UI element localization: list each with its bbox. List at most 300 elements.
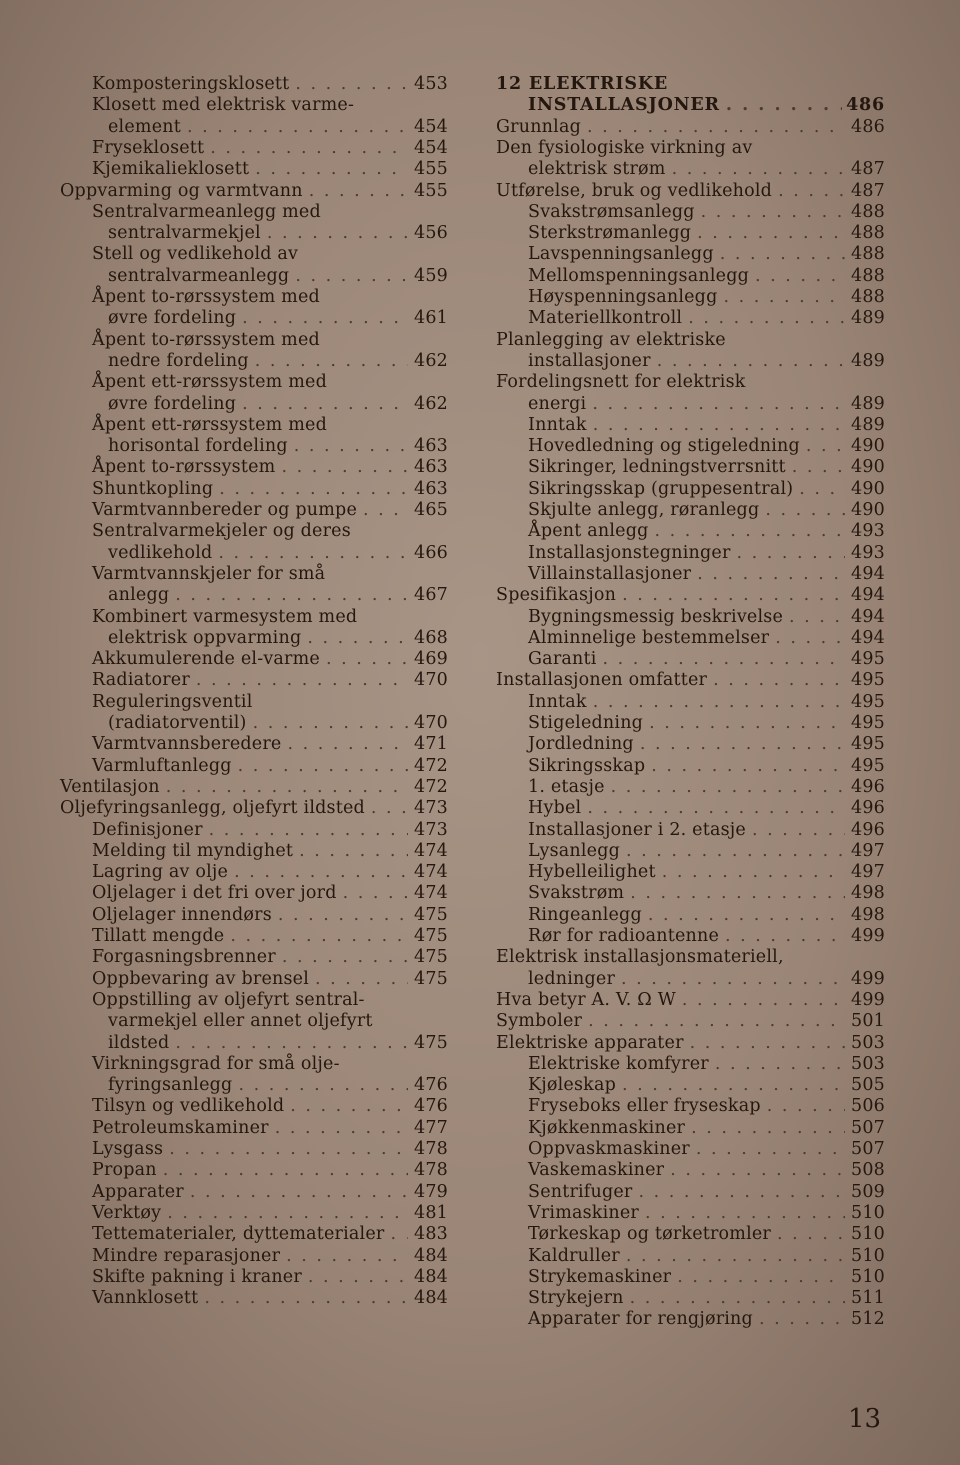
toc-entry-title: Tillatt mengde: [92, 926, 225, 946]
toc-entry: [496, 628, 885, 649]
toc-entry-title: ildsted: [108, 1032, 170, 1053]
toc-entry-title: Installasjonstegninger: [528, 542, 731, 563]
toc-entry-page: 497: [850, 862, 885, 883]
toc-entry-page: 490: [850, 457, 885, 478]
dot-leader: [688, 308, 845, 328]
dot-leader: [295, 74, 408, 94]
toc-entry-page: 503: [850, 1032, 885, 1053]
toc-entry-page: 488: [850, 223, 885, 244]
toc-entry-page: 486: [846, 95, 885, 116]
toc-entry-title: Lysgass: [92, 1139, 164, 1159]
toc-entry-page: 495: [850, 691, 885, 712]
toc-entry-page: 503: [850, 1053, 885, 1074]
toc-entry-page: 488: [850, 287, 885, 307]
toc-entry-title: Vaskemaskiner: [528, 1160, 665, 1181]
toc-entry-page: 499: [850, 926, 885, 946]
toc-entry-title: øvre fordeling: [108, 393, 237, 414]
toc-entry-page: 478: [413, 1139, 448, 1159]
toc-entry-page: 476: [413, 1096, 448, 1117]
dot-leader: [307, 628, 408, 648]
toc-entry-title: Hva betyr A. V. Ω W: [496, 989, 676, 1010]
dot-leader: [218, 543, 408, 563]
toc-entry-page: 489: [850, 393, 885, 414]
toc-entry: [496, 1096, 885, 1117]
toc-entry-title: Akkumulerende el-varme: [92, 649, 320, 670]
toc-entry-page: 510: [850, 1245, 885, 1266]
dot-leader: [645, 1203, 845, 1223]
dot-leader: [778, 181, 845, 201]
toc-entry: [496, 244, 885, 265]
toc-entry-page: 488: [850, 265, 885, 286]
toc-entry-title: Forgasningsbrenner: [92, 947, 276, 968]
toc-entry: [496, 947, 885, 968]
toc-entry: [60, 1054, 448, 1075]
toc-entry-page: 484: [413, 1288, 448, 1309]
toc-entry: [60, 287, 448, 308]
dot-leader: [621, 969, 845, 989]
toc-entry-title: Shuntkopling: [92, 478, 214, 499]
toc-entry-title: varmekjel eller annet oljefyrt: [108, 1011, 373, 1032]
toc-entry-title: Oppbevaring av brensel: [92, 968, 310, 989]
toc-entry-title: Inntak: [528, 691, 587, 712]
toc-entry: [496, 585, 885, 606]
toc-entry-title: Tørkeskap og tørketromler: [528, 1224, 772, 1245]
toc-entry-page: 494: [850, 606, 885, 627]
toc-entry-title: Tettematerialer, dyttematerialer: [92, 1224, 385, 1245]
toc-entry-page: 490: [850, 500, 885, 520]
toc-entry-title: Inntak: [528, 414, 587, 435]
toc-entry-page: 475: [413, 904, 448, 925]
dot-leader: [765, 500, 845, 520]
toc-entry: [496, 543, 885, 564]
toc-entry-title: Definisjoner: [92, 819, 203, 840]
toc-entry: [60, 1075, 448, 1096]
toc-entry-title: Kaldruller: [528, 1245, 620, 1266]
dot-leader: [187, 117, 408, 137]
toc-entry: [60, 926, 448, 947]
toc-entry: [60, 947, 448, 968]
toc-entry-title: Propan: [92, 1160, 157, 1181]
dot-leader: [662, 862, 845, 882]
dot-leader: [622, 585, 845, 605]
dot-leader: [725, 926, 845, 946]
toc-entry: [60, 181, 448, 202]
dot-leader: [278, 905, 408, 925]
toc-entry-page: 488: [850, 244, 885, 265]
toc-entry: [496, 607, 885, 628]
dot-leader: [343, 883, 408, 903]
toc-entry-page: 488: [850, 201, 885, 222]
dot-leader: [163, 1160, 408, 1180]
toc-entry-title: Mellomspenningsanlegg: [528, 265, 749, 286]
toc-entry: [60, 1288, 448, 1309]
toc-entry-page: 475: [413, 926, 448, 946]
toc-entry: [496, 479, 885, 500]
toc-entry-page: 474: [413, 840, 448, 861]
toc-entry: [496, 1182, 885, 1203]
dot-leader: [219, 479, 408, 499]
toc-entry: [496, 692, 885, 713]
toc-entry-page: 507: [850, 1117, 885, 1138]
toc-entry-title: Fryseklosett: [92, 137, 205, 158]
toc-entry-title: Sentralvarmekjeler og deres: [92, 521, 351, 542]
toc-entry-title: Verktøy: [92, 1202, 162, 1223]
toc-entry: [496, 777, 885, 798]
toc-entry-title: Lysanlegg: [528, 840, 621, 861]
toc-entry-page: 463: [413, 436, 448, 457]
toc-entry-title: vedlikehold: [108, 542, 213, 563]
toc-entry-title: Installasjonen omfatter: [496, 670, 708, 691]
toc-entry: [496, 670, 885, 691]
dot-leader: [649, 713, 845, 733]
toc-entry-page: 475: [413, 968, 448, 989]
toc-entry-title: Tilsyn og vedlikehold: [92, 1096, 285, 1117]
toc-entry-title: Svakstrømsanlegg: [528, 201, 695, 222]
toc-entry: [496, 1011, 885, 1032]
toc-entry: [496, 713, 885, 734]
toc-entry-page: 507: [850, 1139, 885, 1159]
toc-entry-title: Fordelingsnett for elektrisk: [496, 372, 746, 393]
toc-entry-title: nedre fordeling: [108, 350, 249, 371]
dot-leader: [752, 820, 845, 840]
toc-entry-page: 487: [850, 180, 885, 201]
toc-entry-page: 510: [850, 1224, 885, 1245]
toc-entry: [496, 649, 885, 670]
toc-entry-page: 474: [413, 862, 448, 883]
toc-entry: [60, 1033, 448, 1054]
toc-entry-title: Sentralvarmeanlegg med: [92, 201, 321, 222]
toc-entry-page: 453: [413, 74, 448, 94]
dot-leader: [691, 1118, 845, 1138]
toc-entry: [60, 1267, 448, 1288]
toc-entry: [60, 990, 448, 1011]
dot-leader: [651, 756, 845, 776]
toc-entry-title: Hybelleilighet: [528, 862, 656, 883]
dot-leader: [286, 1246, 408, 1266]
toc-entry-page: 498: [850, 904, 885, 925]
toc-entry-page: 473: [413, 798, 448, 819]
dot-leader: [701, 202, 845, 222]
toc-entry: [60, 628, 448, 649]
dot-leader: [275, 1118, 408, 1138]
dot-leader: [626, 841, 845, 861]
toc-entry: [496, 1246, 885, 1267]
dot-leader: [255, 351, 408, 371]
toc-entry-page: 510: [850, 1266, 885, 1287]
toc-entry-page: 454: [413, 116, 448, 137]
dot-leader: [282, 947, 408, 967]
toc-entry: [60, 394, 448, 415]
toc-entry: [60, 1139, 448, 1160]
toc-entry-title: Kombinert varmesystem med: [92, 606, 358, 627]
toc-entry-page: 454: [413, 137, 448, 158]
dot-leader: [209, 820, 408, 840]
toc-entry-title: sentralvarmekjel: [108, 223, 261, 244]
toc-entry-page: 465: [413, 500, 448, 520]
dot-leader: [690, 1033, 845, 1053]
toc-entry-page: 468: [413, 627, 448, 648]
dot-leader: [759, 1309, 845, 1329]
toc-entry: [60, 1160, 448, 1181]
dot-leader: [253, 713, 408, 733]
dot-leader: [309, 181, 408, 201]
toc-entry: [60, 1224, 448, 1245]
toc-entry: [60, 159, 448, 180]
dot-leader: [630, 1288, 845, 1308]
toc-entry-title: 1. etasje: [528, 776, 605, 797]
toc-entry-page: 470: [413, 713, 448, 733]
toc-entry-title: sentralvarmeanlegg: [108, 265, 290, 286]
toc-entry: [60, 692, 448, 713]
dot-leader: [267, 223, 408, 243]
dot-leader: [697, 564, 845, 584]
toc-entry-page: 462: [413, 393, 448, 414]
toc-entry-title: Stell og vedlikehold av: [92, 244, 299, 265]
dot-leader: [697, 223, 845, 243]
toc-entry: [60, 244, 448, 265]
toc-entry-page: 483: [413, 1224, 448, 1245]
toc-entry: [496, 1288, 885, 1309]
toc-entry-title: Komposteringsklosett: [92, 74, 290, 94]
toc-entry: [496, 841, 885, 862]
toc-entry-page: 455: [413, 180, 448, 201]
toc-entry-page: 495: [850, 649, 885, 670]
toc-entry-title: Klosett med elektrisk varme-: [92, 95, 355, 116]
toc-entry: [496, 181, 885, 202]
toc-entry-page: 479: [413, 1181, 448, 1202]
toc-entry: [496, 436, 885, 457]
dot-leader: [723, 287, 845, 307]
toc-entry: [496, 223, 885, 244]
dot-leader: [626, 1246, 845, 1266]
dot-leader: [789, 607, 845, 627]
toc-entry: [60, 95, 448, 116]
dot-leader: [281, 457, 408, 477]
dot-leader: [371, 798, 408, 818]
toc-entry-page: 475: [413, 1032, 448, 1053]
toc-entry-title: Villainstallasjoner: [528, 563, 692, 584]
dot-leader: [592, 394, 845, 414]
toc-entry-title: Sikringer, ledningstverrsnitt: [528, 457, 786, 478]
dot-leader: [672, 159, 845, 179]
dot-leader: [175, 1033, 408, 1053]
dot-leader: [657, 351, 845, 371]
toc-entry-page: 495: [850, 755, 885, 776]
toc-entry: [60, 820, 448, 841]
toc-entry-title: Mindre reparasjoner: [92, 1245, 281, 1266]
toc-entry-page: 495: [850, 734, 885, 755]
toc-entry: [496, 1118, 885, 1139]
toc-entry: [496, 138, 885, 159]
toc-entry: [60, 1246, 448, 1267]
dot-leader: [640, 734, 845, 754]
toc-entry-title: Oppvarming og varmtvann: [60, 180, 303, 201]
toc-entry: [496, 1075, 885, 1096]
toc-entry-title: Planlegging av elektriske: [496, 329, 726, 350]
toc-entry-title: Sentrifuger: [528, 1181, 633, 1202]
toc-entry-title: installasjoner: [528, 350, 651, 371]
dot-leader: [196, 670, 408, 690]
toc-entry: [496, 159, 885, 180]
toc-entry-title: Åpent ett-rørssystem med: [92, 414, 327, 435]
toc-entry-title: Skjulte anlegg, røranlegg: [528, 500, 760, 520]
toc-entry-page: 501: [850, 1011, 885, 1032]
dot-leader: [777, 1224, 845, 1244]
dot-leader: [308, 1267, 408, 1287]
toc-entry: [496, 969, 885, 990]
toc-entry-title: Åpent to-rørssystem med: [92, 287, 320, 307]
toc-entry: [496, 1267, 885, 1288]
toc-entry-page: 493: [850, 521, 885, 542]
dot-leader: [588, 1011, 845, 1031]
toc-entry-title: Svakstrøm: [528, 883, 625, 904]
toc-entry: [60, 436, 448, 457]
toc-entry: [60, 734, 448, 755]
toc-entry: [496, 990, 885, 1011]
toc-entry-page: 506: [850, 1096, 885, 1117]
toc-entry-page: 455: [413, 159, 448, 180]
toc-entry-title: Stigeledning: [528, 713, 644, 733]
toc-entry: [496, 1033, 885, 1054]
toc-entry: [496, 1309, 885, 1330]
dot-leader: [234, 862, 408, 882]
toc-entry-title: Spesifikasjon: [496, 585, 617, 606]
dot-leader: [806, 436, 845, 456]
dot-leader: [715, 1054, 845, 1074]
toc-entry: [60, 1011, 448, 1032]
dot-leader: [242, 394, 408, 414]
toc-entry-title: Sikringsskap (gruppesentral): [528, 478, 794, 499]
toc-entry: [496, 564, 885, 585]
toc-entry: [496, 1203, 885, 1224]
toc-entry-title: Vrimaskiner: [528, 1202, 640, 1223]
toc-entry-page: 495: [850, 713, 885, 733]
toc-entry-title: 12 ELEKTRISKE: [496, 74, 668, 94]
dot-leader: [648, 905, 845, 925]
dot-leader: [792, 457, 845, 477]
toc-entry-title: Hybel: [528, 798, 582, 819]
toc-entry: [60, 266, 448, 287]
toc-entry: [496, 798, 885, 819]
dot-leader: [230, 926, 408, 946]
toc-entry-page: 496: [850, 776, 885, 797]
toc-entry: [60, 543, 448, 564]
toc-entry-title: Fryseboks eller fryseskap: [528, 1096, 761, 1117]
dot-leader: [294, 436, 408, 456]
toc-entry: [60, 670, 448, 691]
toc-entry: [60, 351, 448, 372]
toc-entry-page: 470: [413, 670, 448, 691]
toc-entry-page: 473: [413, 819, 448, 840]
toc-entry-title: element: [108, 116, 181, 137]
toc-entry-title: horisontal fordeling: [108, 436, 288, 457]
toc-entry-title: Åpent to-rørssystem med: [92, 329, 320, 350]
toc-entry: [496, 266, 885, 287]
dot-leader: [622, 1075, 845, 1095]
toc-entry-page: 499: [850, 968, 885, 989]
dot-leader: [238, 1075, 408, 1095]
toc-entry: [60, 756, 448, 777]
toc-entry-title: Strykemaskiner: [528, 1266, 672, 1287]
toc-entry: [496, 862, 885, 883]
toc-entry: [60, 841, 448, 862]
toc-entry-title: Apparater for rengjøring: [528, 1309, 753, 1330]
dot-leader: [638, 1182, 845, 1202]
toc-entry: [60, 202, 448, 223]
toc-entry: [60, 308, 448, 329]
toc-entry-page: 499: [850, 989, 885, 1010]
page-number: 13: [848, 1404, 882, 1434]
toc-entry-title: Bygningsmessig beskrivelse: [528, 606, 784, 627]
toc-entry-page: 494: [850, 627, 885, 648]
toc-entry: [496, 117, 885, 138]
toc-entry-page: 489: [850, 414, 885, 435]
toc-entry-title: energi: [528, 393, 587, 414]
toc-entry-title: Oljelager i det fri over jord: [92, 883, 337, 904]
toc-entry: [60, 1096, 448, 1117]
toc-entry-title: anlegg: [108, 585, 170, 606]
toc-entry-title: Skifte pakning i kraner: [92, 1266, 302, 1287]
toc-entry: [60, 905, 448, 926]
toc-entry-title: (radiatorventil): [108, 713, 247, 733]
dot-leader: [166, 777, 408, 797]
toc-entry-page: 497: [850, 840, 885, 861]
toc-entry-page: 456: [413, 223, 448, 244]
toc-entry-title: Ventilasjon: [60, 776, 160, 797]
dot-leader: [295, 266, 408, 286]
dot-leader: [677, 1267, 845, 1287]
toc-entry-title: Utførelse, bruk og vedlikehold: [496, 180, 773, 201]
dot-leader: [242, 308, 408, 328]
toc-entry: [496, 457, 885, 478]
toc-entry-title: Høyspenningsanlegg: [528, 287, 718, 307]
dot-leader: [167, 1203, 408, 1223]
toc-entry-title: Petroleumskaminer: [92, 1117, 269, 1138]
toc-entry: [496, 95, 885, 116]
toc-entry-title: Oljefyringsanlegg, oljefyrt ildsted: [60, 798, 365, 819]
toc-entry: [496, 287, 885, 308]
toc-entry-title: elektrisk strøm: [528, 159, 666, 180]
toc-entry-page: 463: [413, 478, 448, 499]
toc-entry-page: 475: [413, 947, 448, 968]
dot-leader: [587, 117, 845, 137]
toc-entry-page: 493: [850, 542, 885, 563]
toc-entry-page: 462: [413, 350, 448, 371]
toc-entry: [60, 969, 448, 990]
toc-entry-page: 484: [413, 1245, 448, 1266]
toc-entry-title: Elektrisk installasjonsmateriell,: [496, 947, 784, 968]
toc-entry-page: 466: [413, 542, 448, 563]
toc-entry: [60, 1203, 448, 1224]
toc-entry-title: Den fysiologiske virkning av: [496, 137, 753, 158]
toc-entry-page: 474: [413, 883, 448, 904]
toc-entry-title: Strykejern: [528, 1288, 624, 1309]
toc-entry-page: 477: [413, 1117, 448, 1138]
toc-entry-title: Varmluftanlegg: [92, 755, 232, 776]
toc-entry-title: Ringeanlegg: [528, 904, 642, 925]
toc-entry: [60, 1118, 448, 1139]
toc-entry-page: 505: [850, 1075, 885, 1096]
dot-leader: [326, 649, 408, 669]
toc-entry-title: Apparater: [92, 1181, 184, 1202]
dot-leader: [238, 756, 408, 776]
dot-leader: [169, 1139, 408, 1159]
toc-entry-page: 489: [850, 350, 885, 371]
dot-leader: [755, 266, 845, 286]
dot-leader: [175, 585, 408, 605]
toc-entry-title: Radiatorer: [92, 670, 190, 691]
toc-entry: [496, 883, 885, 904]
